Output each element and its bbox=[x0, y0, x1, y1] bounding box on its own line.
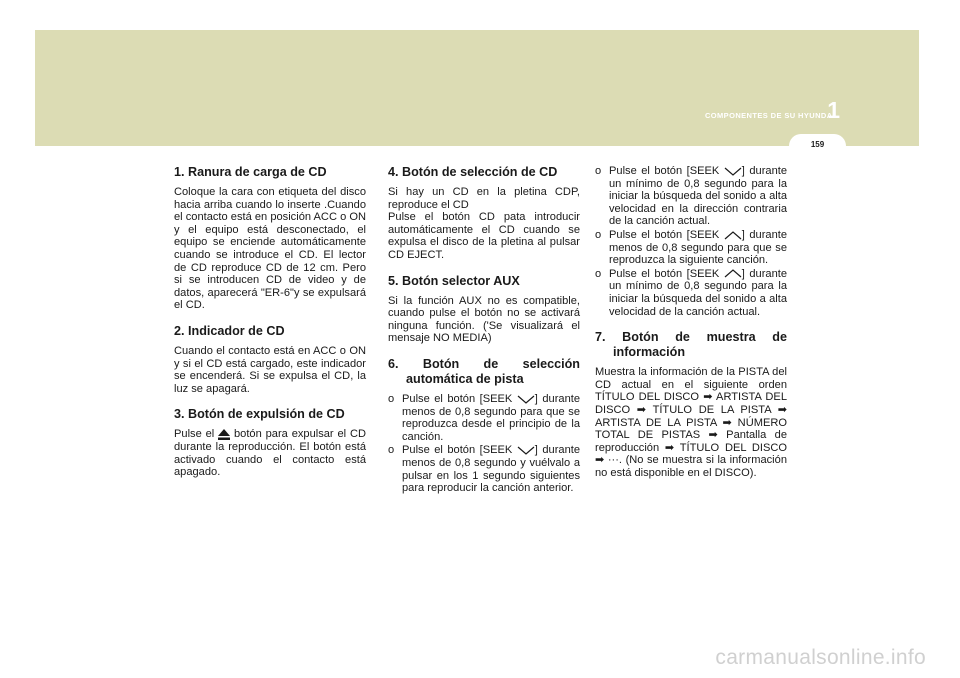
chevron-down-icon bbox=[517, 446, 535, 455]
section-title-cd-eject: 3. Botón de expulsión de CD bbox=[174, 407, 345, 422]
section-title-track-select: 6. Botón de selección automática de pista bbox=[388, 356, 580, 386]
section-body-cd-slot: Coloque la cara con etiqueta del disco hacia arriba cuando lo inserte .Cuando el contacto está en posición ACC o ON y el equipo está desconectado, el equipo se enciende automáticamente cuando se introduce el CD. El lector de CD reproduce CD de 12 cm. Pero si se introducen CD de video y de datos, aparecerá "ER-6"y se expulsará el CD. bbox=[174, 186, 366, 312]
section-title-aux: 5. Botón selector AUX bbox=[388, 273, 520, 288]
chevron-down-icon bbox=[724, 167, 742, 176]
section-body-cd-eject: Pulse el botón para expulsar el CD durante la reproducción. El botón está activado cuando el contacto está apagado. bbox=[174, 428, 366, 479]
page-number: 159 bbox=[810, 140, 825, 149]
chevron-up-icon bbox=[724, 231, 742, 240]
section-body-info-display: Muestra la información de la PISTA del CD actual en el siguiente orden TÍTULO DEL DISCO ➡ ARTISTA DEL DISCO ➡ TÍTULO DE LA PISTA ➡ ARTISTA DE LA PISTA ➡ NÚMERO TOTAL DE PISTAS ➡ Pantalla de reproducción ➡ TÍTULO DEL DISCO ➡ ···. (No se muestra si la información no está disponible en el DISCO). bbox=[595, 366, 787, 479]
section-body-cd-select: Si hay un CD en la pletina CDP, reproduce el CD Pulse el botón CD pata introducir automáticamente el CD cuando se expulsa el disco de la pletina al pulsar CD EJECT. bbox=[388, 186, 580, 261]
section-title-cd-slot: 1. Ranura de carga de CD bbox=[174, 165, 327, 179]
list-item: o Pulse el botón [SEEK ] durante un mínimo de 0,8 segundo para la iniciar la búsqueda del sonido a alta velocidad en la dirección contraria de la canción actual. bbox=[595, 165, 787, 228]
section-body-aux: Si la función AUX no es compatible, cuando pulse el botón no se activará ninguna función. ('Se visualizará el mensaje NO MEDIA) bbox=[388, 294, 580, 345]
chapter-header-band bbox=[35, 30, 919, 146]
section-title-cd-indicator: 2. Indicador de CD bbox=[174, 323, 285, 338]
list-item: o Pulse el botón [SEEK ] durante menos de 0,8 segundo para que se reproduzca la siguiente canción. bbox=[595, 228, 787, 267]
chapter-number: 1 bbox=[827, 97, 840, 123]
list-item: o Pulse el botón [SEEK ] durante menos de 0,8 segundo para que se reproduzca desde el principio de la canción. bbox=[388, 392, 580, 443]
chapter-title: COMPONENTES DE SU HYUNDAI bbox=[704, 111, 835, 120]
section-title-info-display: 7. Botón de muestra de información bbox=[595, 330, 787, 360]
section-title-cd-select: 4. Botón de selección de CD bbox=[388, 165, 558, 179]
list-item: o Pulse el botón [SEEK ] durante menos de 0,8 segundo y vuélvalo a pulsar en los 1 segundo siguientes para reproducir la canción anterior. bbox=[388, 444, 580, 495]
column-1 bbox=[174, 165, 366, 491]
section-body-cd-indicator: Cuando el contacto está en ACC o ON y si el CD está cargado, este indicador se encenderá. Si se expulsa el CD, la luz se apagará. bbox=[174, 344, 366, 395]
chevron-down-icon bbox=[517, 395, 535, 404]
column-3 bbox=[595, 165, 787, 491]
chevron-up-icon bbox=[724, 269, 742, 278]
column-2 bbox=[388, 165, 580, 496]
list-item: o Pulse el botón [SEEK ] durante un mínimo de 0,8 segundo para la iniciar la búsqueda del sonido a alta velocidad de la canción actual. bbox=[595, 267, 787, 318]
watermark: carmanualsonline.info bbox=[715, 646, 926, 669]
eject-icon bbox=[218, 429, 230, 440]
